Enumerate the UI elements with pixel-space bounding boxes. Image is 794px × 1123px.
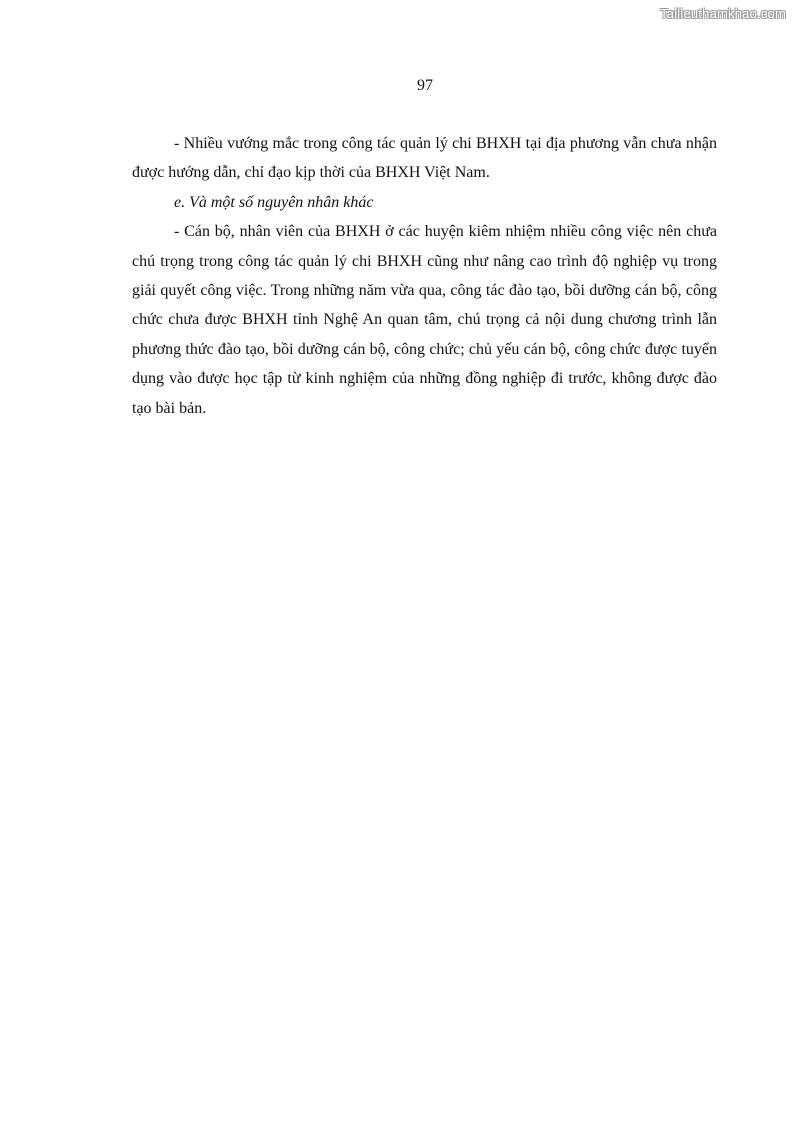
watermark-text: Tailieuthamkhao.com: [660, 6, 786, 21]
page-number: 97: [417, 77, 433, 94]
paragraph-staff: - Cán bộ, nhân viên của BHXH ở các huyện kiêm nhiệm nhiều công việc nên chưa chú trọng trong công tác quản lý chi BHXH cũng như nâng cao trình độ nghiệp vụ trong giải quyết công việc. Trong những năm vừa qua, công tác đào tạo, bồi dưỡng cán bộ, công chức chưa được BHXH tỉnh Nghệ An quan tâm, chú trọng cả nội dung chương trình lẫn phương thức đào tạo, bồi dưỡng cán bộ, công chức; chủ yếu cán bộ, công chức được tuyển dụng vào được học tập từ kinh nghiệm của những đồng nghiệp đi trước, không được đào tạo bài bản.: [132, 223, 717, 417]
section-heading-other-causes: e. Và một số nguyên nhân khác: [174, 193, 374, 211]
document-body: [132, 129, 717, 423]
paragraph-obstacles: - Nhiều vướng mắc trong công tác quản lý chi BHXH tại địa phương vẫn chưa nhận được hướng dẫn, chỉ đạo kịp thời của BHXH Việt Nam.: [132, 135, 717, 182]
